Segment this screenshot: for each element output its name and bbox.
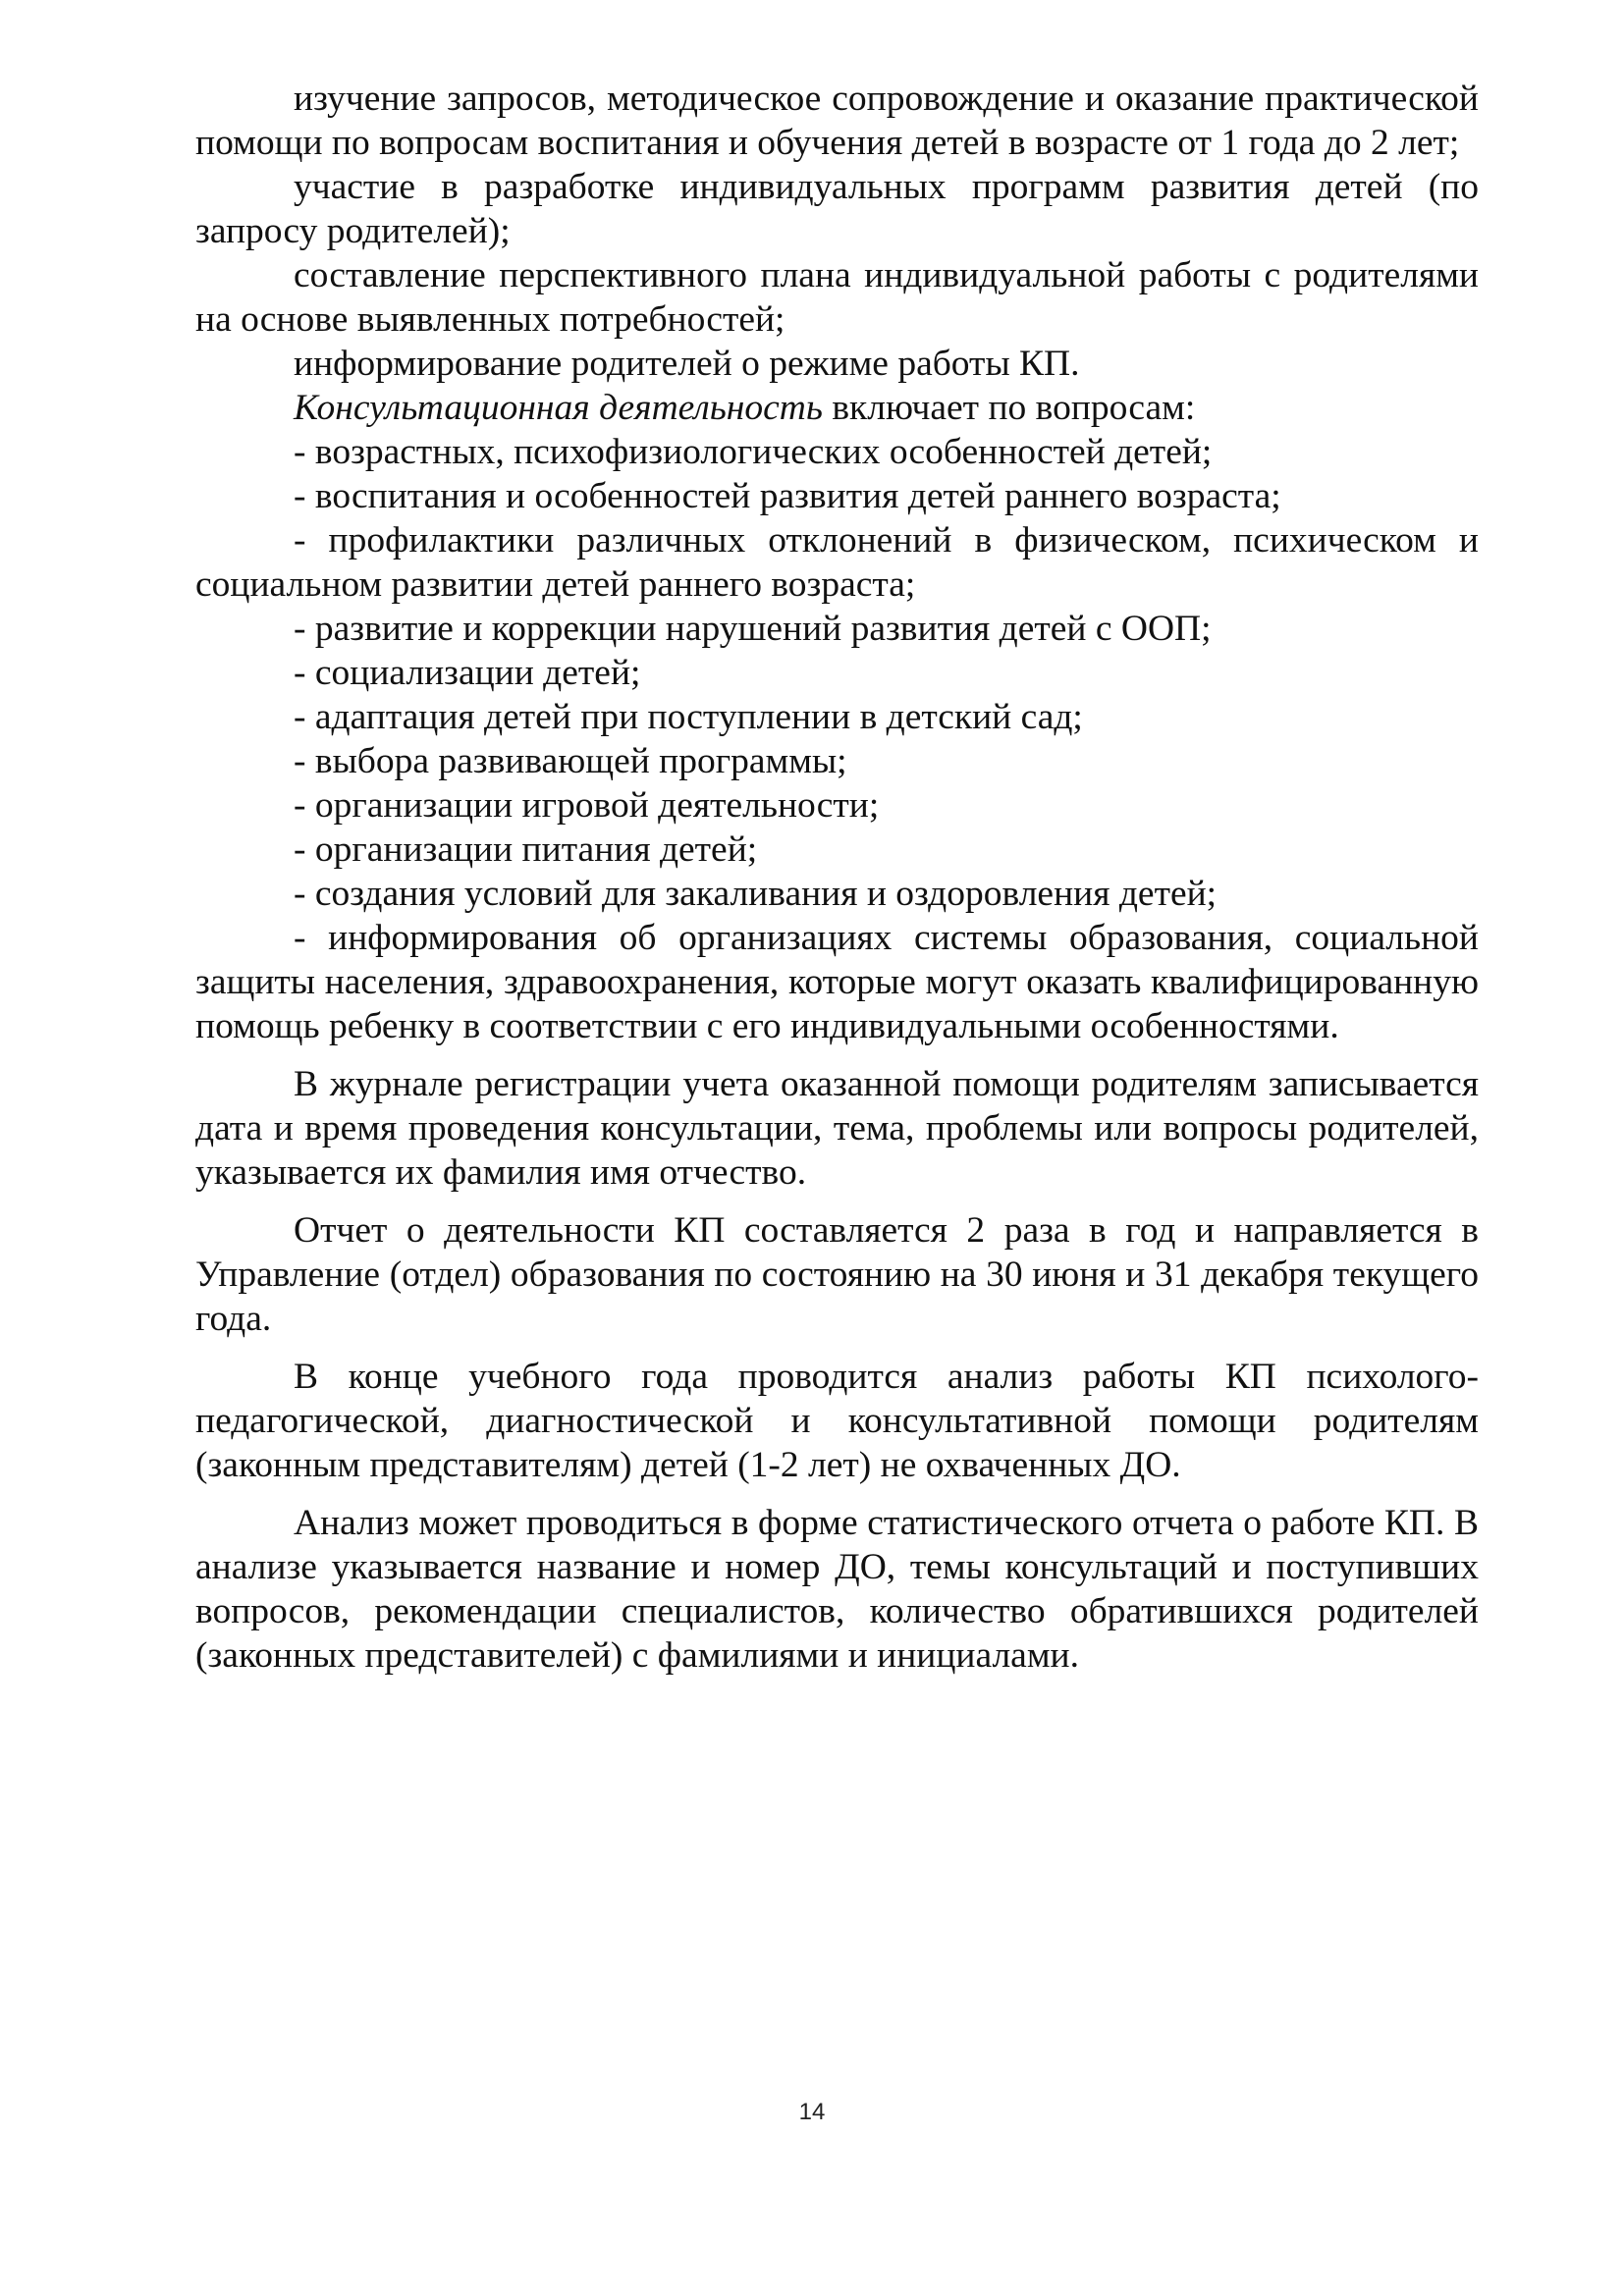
paragraph-individual-programs: участие в разработке индивидуальных программ развития детей (по запросу родителей); [195,167,1479,251]
consultation-intro [195,386,1479,430]
consult-item: - информирования об организациях системы образования, социальной защиты населения, здравоохранения, которые могут оказать квалифицированную помощь ребенку в соответствии с его индивидуальными особенностями. [195,918,1479,1046]
consult-item: - профилактики различных отклонений в физическом, психическом и социальном развитии детей раннего возраста; [195,520,1479,605]
consult-item: - выбора развивающей программы; [294,741,847,781]
consult-item: - развитие и коррекции нарушений развития детей с ООП; [294,609,1212,649]
consultation-heading: Консультационная деятельность [294,388,823,428]
paragraph-requests-study: изучение запросов, методическое сопровождение и оказание практической помощи по вопросам воспитания и обучения детей в возрасте от 1 года до 2 лет; [195,79,1479,163]
consult-item: - воспитания и особенностей развития детей раннего возраста; [294,476,1281,516]
consult-item: - создания условий для закаливания и оздоровления детей; [294,874,1218,914]
page-body [195,77,1479,1678]
paragraph-informing-parents: информирование родителей о режиме работы КП. [294,344,1080,384]
consult-item: - организации питания детей; [294,829,758,870]
paragraph-year-end-analysis: В конце учебного года проводится анализ работы КП психолого-педагогической, диагностической и консультативной помощи родителям (законным представителям) детей (1-2 лет) не охваченных ДО. [195,1357,1479,1485]
paragraph-report: Отчет о деятельности КП составляется 2 раза в год и направляется в Управление (отдел) образования по состоянию на 30 июня и 31 декабря текущего года. [195,1210,1479,1339]
consult-item: - организации игровой деятельности; [294,785,880,826]
consult-item: - социализации детей; [294,653,641,693]
consult-item: - адаптация детей при поступлении в детский сад; [294,697,1083,737]
consult-item: - возрастных, психофизиологических особенностей детей; [294,432,1213,472]
paragraph-journal: В журнале регистрации учета оказанной помощи родителям записывается дата и время проведения консультации, тема, проблемы или вопросы родителей, указывается их фамилия имя отчество. [195,1064,1479,1193]
consultation-intro-text: включает по вопросам: [822,388,1196,428]
paragraph-perspective-plan: составление перспективного плана индивидуальной работы с родителями на основе выявленных потребностей; [195,255,1479,340]
page-number: 14 [798,2099,826,2125]
paragraph-analysis-form: Анализ может проводиться в форме статистического отчета о работе КП. В анализе указывается название и номер ДО, темы консультаций и поступивших вопросов, рекомендации специалистов, количество обратившихся родителей (законных представителей) с фамилиями и инициалами. [195,1503,1479,1676]
